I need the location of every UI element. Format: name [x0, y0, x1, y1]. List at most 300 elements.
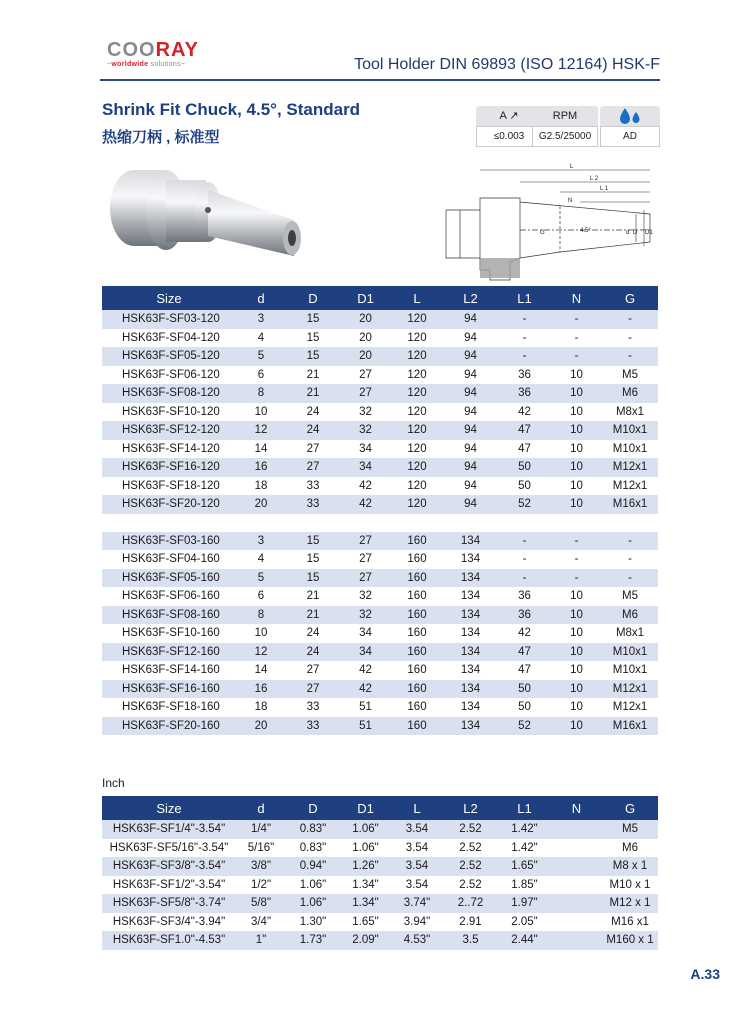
- header-rule: [100, 79, 660, 81]
- table-cell: 20: [340, 310, 391, 329]
- table-cell: 10: [570, 664, 583, 677]
- table-cell: -: [498, 310, 551, 329]
- table-cell: 21: [286, 384, 340, 403]
- dim-L2: L 2: [590, 176, 599, 182]
- table-cell: 2.05": [511, 915, 538, 928]
- dim-angle: 4.5°: [580, 228, 591, 234]
- table-cell: 36: [518, 590, 531, 603]
- table-cell: 33: [286, 717, 340, 736]
- table-row: [102, 839, 658, 858]
- table-cell: 36: [498, 384, 551, 403]
- table-cell: 47: [518, 664, 531, 677]
- table-cell: 27: [286, 458, 340, 477]
- table-row: [102, 820, 658, 839]
- table-cell: 21: [286, 606, 340, 625]
- table-cell: [551, 839, 602, 858]
- size-cell: HSK63F-SF05-160: [102, 569, 236, 588]
- table-cell: M8x1: [615, 405, 645, 418]
- table-cell: 50: [518, 479, 531, 492]
- table-cell: 134: [460, 590, 481, 603]
- table-cell: M16x1: [602, 717, 658, 736]
- table-cell: 33: [306, 701, 320, 714]
- table-cell: 47: [498, 643, 551, 662]
- size-cell: HSK63F-SF18-160: [122, 701, 220, 714]
- table-cell: 20: [236, 495, 286, 514]
- company-logo: [107, 40, 227, 80]
- table-cell: M12x1: [612, 701, 648, 714]
- size-cell: HSK63F-SF12-160: [102, 643, 236, 662]
- table-cell: 10: [570, 627, 583, 640]
- size-cell: HSK63F-SF5/16"-3.54": [109, 841, 229, 854]
- size-cell: HSK63F-SF1.0"-4.53": [102, 931, 236, 950]
- rpm-value: G2.5/25000: [532, 126, 598, 147]
- table-row: [102, 421, 658, 440]
- table-cell: 52: [498, 717, 551, 736]
- table-cell: 10: [551, 717, 602, 736]
- table-cell: M8x1: [615, 627, 645, 640]
- table-cell: 4: [257, 553, 265, 566]
- table-cell: 51: [340, 717, 391, 736]
- table-cell: M5: [602, 820, 658, 839]
- table-cell: 3.74": [391, 894, 443, 913]
- table-cell: 1.65": [352, 915, 379, 928]
- table-cell: 94: [443, 421, 498, 440]
- size-cell: HSK63F-SF3/4"-3.94": [112, 915, 226, 928]
- table-cell: 27: [340, 384, 391, 403]
- table-cell: 15: [286, 569, 340, 588]
- table-cell: 10: [570, 405, 583, 418]
- size-cell: HSK63F-SF04-120: [122, 331, 220, 344]
- column-header: N: [551, 286, 602, 310]
- size-cell: HSK63F-SF08-160: [102, 606, 236, 625]
- table-cell: 8: [236, 384, 286, 403]
- size-cell: HSK63F-SF18-120: [122, 479, 220, 492]
- table-cell: -: [551, 310, 602, 329]
- table-cell: 3/4": [250, 915, 272, 928]
- size-cell: HSK63F-SF06-160: [122, 590, 220, 603]
- table-cell: 20: [236, 717, 286, 736]
- table-cell: M6: [602, 384, 658, 403]
- table-cell: 20: [340, 347, 391, 366]
- table-cell: 1/4": [236, 820, 286, 839]
- size-cell: HSK63F-SF3/8"-3.54": [102, 857, 236, 876]
- table-cell: 160: [407, 701, 427, 714]
- table-cell: 5/8": [236, 894, 286, 913]
- coolant-drops-icon: [600, 106, 660, 126]
- column-header: D: [286, 796, 340, 820]
- table-row: [102, 495, 658, 514]
- table-cell: 42: [518, 405, 531, 418]
- spec-rpm: [532, 106, 598, 147]
- dim-D1: D1: [645, 230, 653, 236]
- column-header: L: [391, 796, 443, 820]
- table-cell: 1.06": [340, 820, 391, 839]
- table-cell: 160: [407, 627, 427, 640]
- table-cell: 94: [443, 347, 498, 366]
- coolant-value: AD: [600, 126, 660, 147]
- table-cell: 1.06": [352, 841, 379, 854]
- table-cell: -: [602, 569, 658, 588]
- table-cell: 94: [464, 405, 477, 418]
- table-row: [102, 440, 658, 459]
- table-cell: -: [574, 553, 579, 566]
- table-cell: M5: [622, 590, 638, 603]
- table-cell: 6: [257, 590, 265, 603]
- table-cell: 3.54: [405, 878, 429, 891]
- runout-value: ≤0.003: [476, 126, 542, 147]
- table-cell: [551, 913, 602, 932]
- table-row: [102, 643, 658, 662]
- size-cell: HSK63F-SF1/4"-3.54": [102, 820, 236, 839]
- size-cell: HSK63F-SF16-160: [102, 680, 236, 699]
- table-cell: M10 x 1: [609, 878, 651, 891]
- technical-drawing: [440, 162, 656, 282]
- table-cell: 120: [407, 331, 427, 344]
- size-cell: HSK63F-SF14-120: [122, 442, 220, 455]
- product-photo: [104, 160, 304, 270]
- size-cell: HSK63F-SF12-120: [102, 421, 236, 440]
- table-cell: 120: [391, 458, 443, 477]
- table-cell: 1.42": [498, 820, 551, 839]
- table-cell: 1.34": [352, 878, 379, 891]
- table-cell: 2.52: [459, 841, 482, 854]
- table-cell: M12x1: [612, 479, 648, 492]
- table-cell: 120: [407, 442, 427, 455]
- table-row: [102, 606, 658, 625]
- table-cell: 24: [306, 405, 320, 418]
- table-cell: 6: [257, 368, 265, 381]
- table-cell: 10: [551, 643, 602, 662]
- table-cell: 12: [236, 643, 286, 662]
- table-cell: -: [602, 532, 658, 551]
- table-header-row: [102, 286, 658, 310]
- table-cell: 94: [464, 368, 477, 381]
- table-cell: 3: [236, 532, 286, 551]
- table-cell: 42: [340, 680, 391, 699]
- table-cell: 32: [359, 590, 372, 603]
- table-cell: 1.06": [299, 878, 327, 891]
- rpm-icon: RPM: [532, 106, 598, 126]
- column-header: G: [602, 286, 658, 310]
- table-header-row: [102, 796, 658, 820]
- table-cell: 2.52: [443, 820, 498, 839]
- table-cell: 160: [391, 643, 443, 662]
- size-cell: HSK63F-SF16-120: [102, 458, 236, 477]
- table-cell: 1.26": [340, 857, 391, 876]
- table-cell: 3.5: [443, 931, 498, 950]
- table-cell: 1.97": [498, 894, 551, 913]
- table-cell: 27: [359, 553, 372, 566]
- table-cell: 134: [443, 717, 498, 736]
- table-cell: 4: [257, 331, 265, 344]
- table-cell: 15: [286, 532, 340, 551]
- table-cell: [551, 820, 602, 839]
- table-cell: 1/2": [250, 878, 272, 891]
- table-cell: 0.83": [299, 841, 327, 854]
- table-cell: -: [498, 569, 551, 588]
- table-cell: 160: [391, 680, 443, 699]
- table-cell: 134: [443, 643, 498, 662]
- table-cell: 160: [391, 717, 443, 736]
- table-cell: 12: [236, 421, 286, 440]
- table-cell: [551, 876, 602, 895]
- table-cell: 27: [340, 569, 391, 588]
- table-cell: 134: [460, 553, 481, 566]
- table-cell: 32: [359, 405, 372, 418]
- table-cell: 16: [236, 458, 286, 477]
- table-cell: 15: [286, 310, 340, 329]
- table-cell: M160 x 1: [602, 931, 658, 950]
- size-cell: HSK63F-SF03-120: [102, 310, 236, 329]
- metric-spec-table: [102, 286, 658, 735]
- table-cell: 2.52: [459, 878, 482, 891]
- table-cell: 2.44": [498, 931, 551, 950]
- table-cell: 3.54: [391, 857, 443, 876]
- spec-coolant: [600, 106, 660, 147]
- table-row: [102, 913, 658, 932]
- table-cell: 120: [391, 495, 443, 514]
- inch-section-label: Inch: [102, 776, 125, 790]
- table-cell: M6: [622, 841, 638, 854]
- table-cell: 10: [570, 479, 583, 492]
- table-cell: 134: [443, 532, 498, 551]
- table-cell: 160: [407, 590, 427, 603]
- table-row: [102, 894, 658, 913]
- table-cell: 2..72: [443, 894, 498, 913]
- table-row: [102, 329, 658, 348]
- table-cell: -: [628, 553, 632, 566]
- dim-G: G: [540, 230, 545, 236]
- table-cell: -: [551, 347, 602, 366]
- table-cell: 14: [254, 442, 268, 455]
- table-cell: 14: [254, 664, 268, 677]
- table-cell: 42: [359, 664, 372, 677]
- table-cell: 94: [464, 331, 477, 344]
- table-cell: 160: [407, 553, 427, 566]
- table-cell: 94: [443, 458, 498, 477]
- table-cell: 134: [443, 569, 498, 588]
- table-cell: 18: [254, 479, 268, 492]
- table-cell: 1.85": [511, 878, 538, 891]
- column-header: d: [236, 286, 286, 310]
- table-cell: -: [522, 553, 527, 566]
- size-cell: HSK63F-SF20-160: [102, 717, 236, 736]
- table-cell: 5/16": [247, 841, 275, 854]
- size-cell: HSK63F-SF14-160: [122, 664, 220, 677]
- size-cell: HSK63F-SF20-120: [102, 495, 236, 514]
- table-cell: 27: [340, 532, 391, 551]
- logo-tagline: ~worldwide solutions~: [107, 61, 186, 68]
- table-cell: 52: [498, 495, 551, 514]
- table-cell: 1.30": [299, 915, 327, 928]
- table-cell: 21: [306, 368, 320, 381]
- table-cell: 10: [551, 680, 602, 699]
- table-cell: M10x1: [602, 643, 658, 662]
- table-cell: 21: [306, 590, 320, 603]
- table-cell: 42: [518, 627, 531, 640]
- size-cell: HSK63F-SF05-120: [102, 347, 236, 366]
- table-cell: M12x1: [602, 680, 658, 699]
- table-cell: -: [522, 331, 527, 344]
- table-cell: 51: [359, 701, 372, 714]
- table-cell: 94: [443, 310, 498, 329]
- table-cell: 32: [340, 606, 391, 625]
- table-cell: 47: [498, 421, 551, 440]
- table-cell: 33: [306, 479, 320, 492]
- table-cell: 0.83": [286, 820, 340, 839]
- column-header: L1: [498, 796, 551, 820]
- table-cell: M16 x1: [611, 915, 649, 928]
- table-cell: 2.09": [340, 931, 391, 950]
- table-cell: 1.34": [340, 894, 391, 913]
- table-cell: -: [602, 310, 658, 329]
- table-cell: 4.53": [391, 931, 443, 950]
- table-cell: M8 x 1: [602, 857, 658, 876]
- table-cell: 32: [340, 421, 391, 440]
- table-cell: [551, 894, 602, 913]
- table-cell: 27: [359, 368, 372, 381]
- table-cell: 134: [443, 606, 498, 625]
- table-cell: 120: [407, 368, 427, 381]
- dim-L: L: [570, 164, 574, 170]
- table-cell: 10: [570, 590, 583, 603]
- document-title: Tool Holder DIN 69893 (ISO 12164) HSK-F: [354, 56, 660, 73]
- table-cell: 10: [570, 701, 583, 714]
- table-cell: 16: [236, 680, 286, 699]
- table-cell: [551, 931, 602, 950]
- table-cell: M6: [602, 606, 658, 625]
- table-cell: 34: [359, 442, 372, 455]
- table-cell: 27: [306, 442, 320, 455]
- table-cell: 34: [359, 627, 372, 640]
- table-cell: 3.54: [405, 841, 429, 854]
- size-cell: HSK63F-SF03-160: [102, 532, 236, 551]
- table-cell: M16x1: [602, 495, 658, 514]
- table-row: [102, 347, 658, 366]
- size-cell: HSK63F-SF08-120: [102, 384, 236, 403]
- table-cell: 2.91: [459, 915, 482, 928]
- page-number: A.33: [690, 966, 720, 982]
- table-cell: M12x1: [602, 458, 658, 477]
- size-cell: HSK63F-SF1/2"-3.54": [112, 878, 226, 891]
- table-cell: [551, 857, 602, 876]
- table-cell: 160: [391, 606, 443, 625]
- table-cell: 15: [286, 347, 340, 366]
- table-cell: 1.65": [498, 857, 551, 876]
- size-cell: HSK63F-SF5/8"-3.74": [102, 894, 236, 913]
- size-cell: HSK63F-SF06-120: [122, 368, 220, 381]
- table-cell: -: [551, 569, 602, 588]
- column-header: Size: [102, 286, 236, 310]
- table-row: [102, 532, 658, 551]
- table-cell: 160: [391, 569, 443, 588]
- column-header: d: [236, 796, 286, 820]
- table-cell: 24: [286, 643, 340, 662]
- table-cell: 36: [518, 368, 531, 381]
- table-row: [102, 550, 658, 569]
- table-cell: 1.73": [286, 931, 340, 950]
- table-row: [102, 698, 658, 717]
- size-cell: HSK63F-SF10-120: [122, 405, 220, 418]
- dim-N: N: [568, 198, 573, 204]
- size-cell: HSK63F-SF04-160: [122, 553, 220, 566]
- group-spacer: [102, 514, 658, 532]
- table-cell: 2.52: [443, 857, 498, 876]
- inch-spec-table: [102, 796, 658, 950]
- logo-wordmark: COORAY: [107, 39, 199, 61]
- table-cell: 34: [340, 643, 391, 662]
- table-cell: 120: [407, 479, 427, 492]
- runout-arrow-icon: A ↗: [476, 106, 542, 126]
- table-cell: 10: [551, 495, 602, 514]
- table-cell: 120: [407, 405, 427, 418]
- table-row: [102, 661, 658, 680]
- table-row: [102, 717, 658, 736]
- table-row: [102, 477, 658, 496]
- table-cell: 3.94": [403, 915, 431, 928]
- table-cell: 3: [236, 310, 286, 329]
- table-cell: 94: [464, 479, 477, 492]
- dim-L1: L 1: [600, 186, 609, 192]
- table-cell: -: [551, 532, 602, 551]
- table-cell: 50: [518, 701, 531, 714]
- table-cell: M5: [622, 368, 638, 381]
- table-cell: 120: [391, 310, 443, 329]
- table-cell: M12 x 1: [602, 894, 658, 913]
- table-cell: 15: [306, 553, 320, 566]
- table-cell: 50: [498, 680, 551, 699]
- table-row: [102, 680, 658, 699]
- table-cell: 10: [551, 384, 602, 403]
- table-cell: 3/8": [236, 857, 286, 876]
- column-header: L: [391, 286, 443, 310]
- table-cell: 3.54: [391, 820, 443, 839]
- table-cell: 0.94": [286, 857, 340, 876]
- table-cell: 160: [407, 664, 427, 677]
- table-cell: 134: [460, 664, 481, 677]
- table-cell: -: [498, 347, 551, 366]
- table-row: [102, 458, 658, 477]
- table-cell: 120: [391, 347, 443, 366]
- dim-d: d: [626, 230, 630, 236]
- table-cell: 36: [498, 606, 551, 625]
- column-header: D1: [340, 796, 391, 820]
- table-cell: 10: [551, 458, 602, 477]
- table-cell: 42: [340, 495, 391, 514]
- table-cell: 10: [570, 442, 583, 455]
- table-cell: 24: [306, 627, 320, 640]
- column-header: L2: [443, 796, 498, 820]
- size-cell: HSK63F-SF10-160: [122, 627, 220, 640]
- table-cell: 1": [236, 931, 286, 950]
- column-header: D1: [340, 286, 391, 310]
- table-cell: 134: [443, 680, 498, 699]
- table-cell: 134: [460, 701, 481, 714]
- table-cell: 134: [460, 627, 481, 640]
- table-cell: 8: [236, 606, 286, 625]
- dim-D: D: [633, 230, 638, 236]
- table-cell: 1.42": [511, 841, 538, 854]
- column-header: N: [551, 796, 602, 820]
- table-row: [102, 587, 658, 606]
- table-cell: 94: [443, 495, 498, 514]
- table-cell: -: [498, 532, 551, 551]
- product-subtitle: 热缩刀柄 , 标准型: [102, 129, 220, 146]
- table-cell: M10x1: [612, 664, 648, 677]
- table-row: [102, 310, 658, 329]
- table-cell: 33: [286, 495, 340, 514]
- table-cell: 94: [443, 384, 498, 403]
